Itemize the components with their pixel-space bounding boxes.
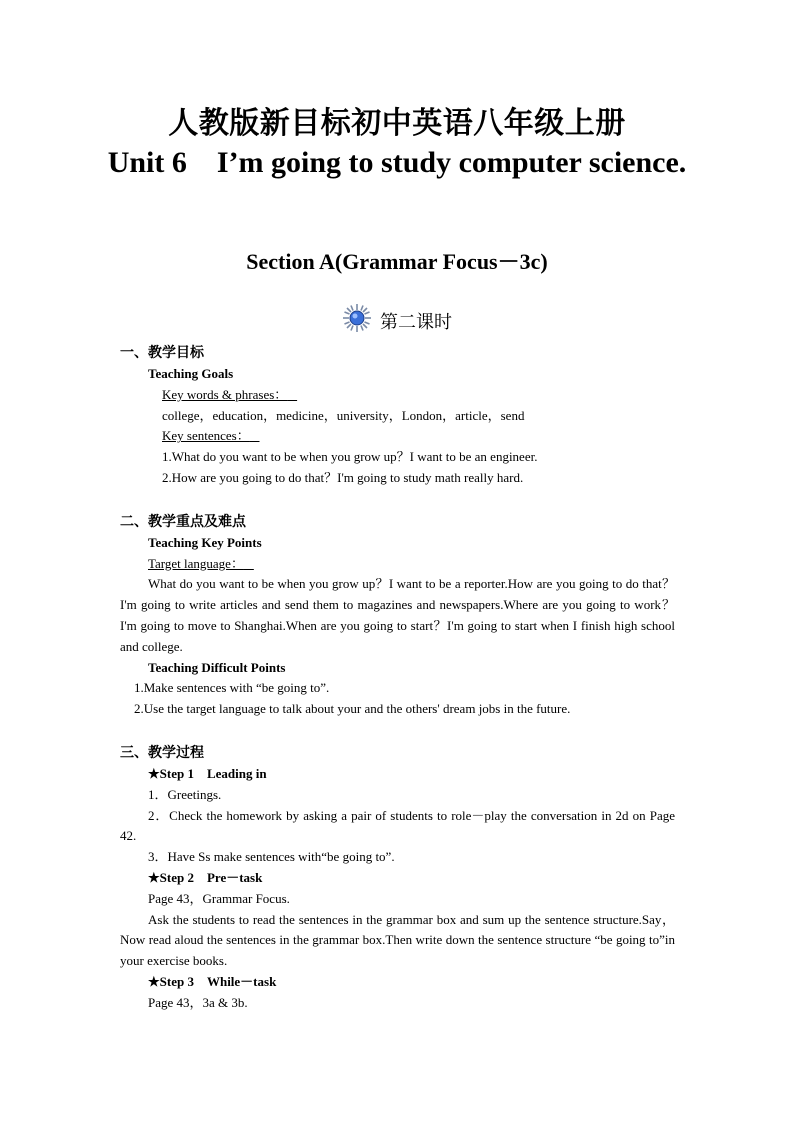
step1-item-2: 2．Check the homework by asking a pair of students to role－play the conversation in 2d on Page 42. — [120, 807, 675, 844]
spacer — [120, 720, 675, 742]
teaching-goals-label: Teaching Goals — [148, 366, 234, 381]
key-sentences-label: Key sentences： — [162, 428, 250, 444]
page-title-chinese: 人教版新目标初中英语八年级上册 — [168, 106, 626, 141]
page-title-english: Unit 6 I’m going to study computer science. — [107, 146, 687, 179]
target-language-label-row — [120, 554, 675, 575]
step1-item-1: 1．Greetings. — [148, 786, 222, 802]
key-words-label-row — [120, 385, 675, 406]
part2-heading: 二、教学重点及难点 — [120, 513, 246, 530]
step1-item-3: 3．Have Ss make sentences with“be going to”. — [148, 849, 395, 865]
teaching-key-points-label: Teaching Key Points — [148, 534, 262, 550]
key-words-list: college，education，medicine，university，London，article，send — [162, 407, 525, 423]
key-words-label: Key words & phrases： — [162, 386, 288, 402]
difficult-point-2: 2.Use the target language to talk about your and the others' dream jobs in the future. — [134, 701, 571, 717]
target-language-label: Target language： — [148, 555, 244, 571]
step1-heading: ★Step 1 Leading in — [148, 765, 267, 781]
teaching-difficult-points-label: Teaching Difficult Points — [148, 659, 286, 675]
step2-text: Ask the students to read the sentences in the grammar box and sum up the sentence structure.Say，Now read aloud the sentences in the grammar box.Then write down the sentence structure “be going to”in your exercise books. — [120, 911, 675, 969]
lesson-text: 第二课时 — [380, 312, 452, 333]
key-sentence-1: 1.What do you want to be when you grow up？I want to be an engineer. — [162, 449, 538, 465]
key-sentence-2: 2.How are you going to do that？I'm going to study math really hard. — [162, 469, 524, 485]
lesson-label — [0, 306, 794, 336]
section-title: Section A(Grammar Focus－3c) — [246, 249, 548, 274]
step3-reference: Page 43，3a & 3b. — [148, 994, 248, 1010]
part3-heading: 三、教学过程 — [120, 744, 204, 761]
part1-heading: 一、教学目标 — [120, 345, 204, 361]
step2-heading: ★Step 2 Pre－task — [148, 869, 263, 885]
spacer — [120, 489, 675, 511]
step2-reference: Page 43，Grammar Focus. — [148, 890, 290, 906]
key-sentences-label-row — [120, 426, 675, 447]
step3-heading: ★Step 3 While－task — [148, 973, 277, 989]
difficult-point-1: 1.Make sentences with “be going to”. — [134, 680, 330, 696]
document-body — [120, 342, 675, 1014]
sun-icon — [342, 303, 372, 333]
target-language-text: What do you want to be when you grow up？I want to be a reporter.How are you going to do that？I'm going to write articles and send them to magazines and newspapers.Where are you going to work？I'm going to move to Shanghai.When are you going to start？I'm going to start when I finish high school and college. — [120, 576, 675, 654]
